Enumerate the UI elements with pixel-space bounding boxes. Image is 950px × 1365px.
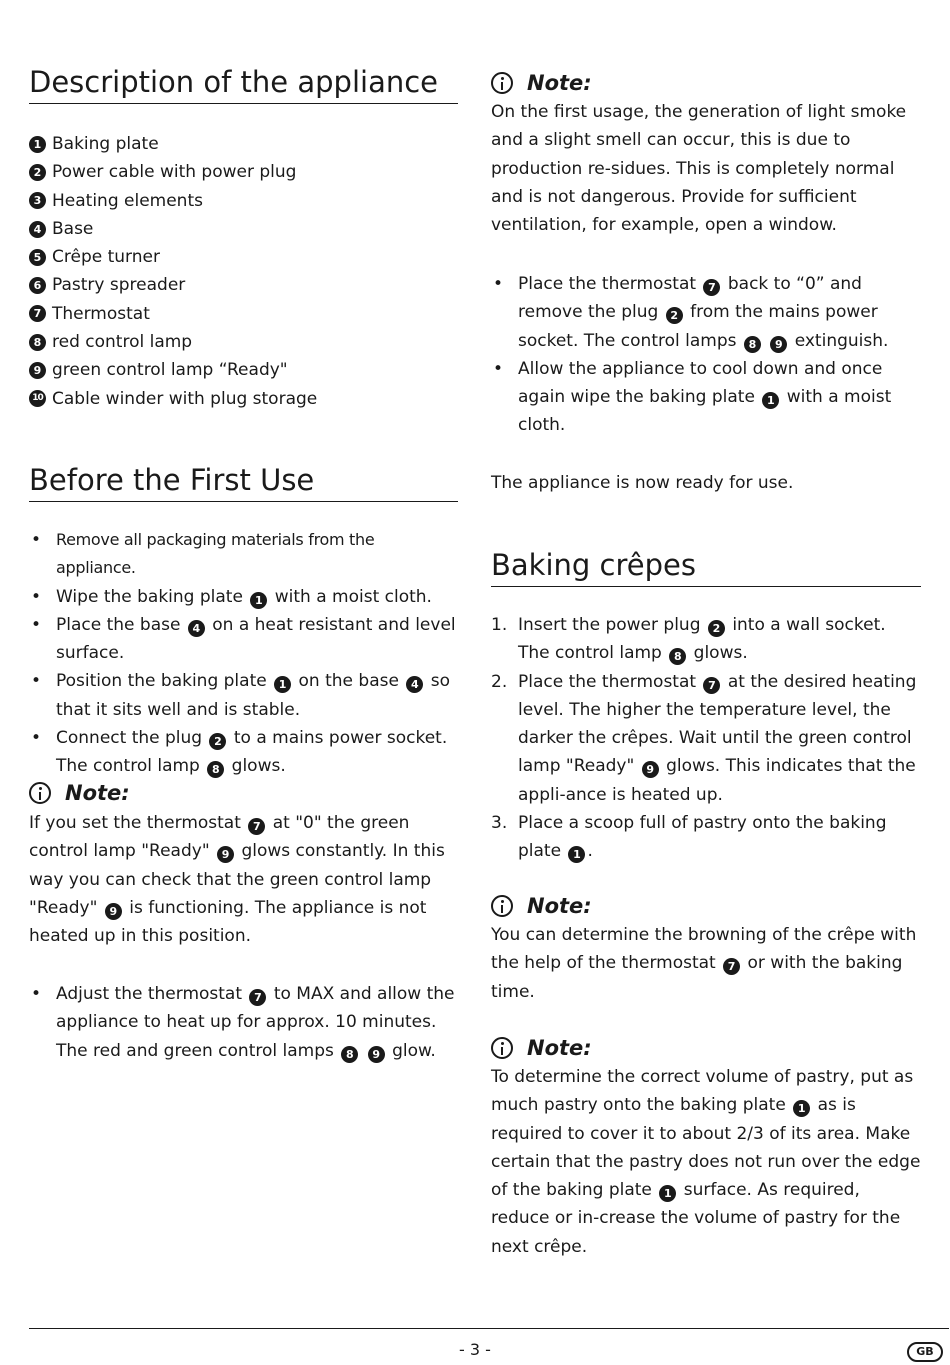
list-item (29, 328, 458, 356)
description-heading: Description of the appliance (29, 64, 458, 104)
part-label: Base (52, 218, 94, 239)
ref-badge: 8 (207, 761, 224, 778)
ref-badge: 9 (105, 903, 122, 920)
list-item: 3. Place a scoop full of pastry onto the baking plate 1 . (491, 813, 887, 862)
ref-badge: 2 (708, 620, 725, 637)
note-box: Note: To determine the correct volume of pastry, put as much pastry onto the baking plate 1 as is required to cover it to about 2/3 of its area. Make certain that the pastry does not run over the edge of the baking plate 1 surface. As required, reduce or in-crease the volume of pastry for the next crêpe. (491, 1033, 921, 1261)
ref-badge: 1 (793, 1100, 810, 1117)
ref-badge: 7 (249, 989, 266, 1006)
parts-list (29, 130, 458, 413)
info-icon (491, 895, 513, 917)
ref-badge: 2 (666, 307, 683, 324)
ref-badge: 7 (703, 279, 720, 296)
note-text: If you set the thermostat 7 at "0" the green control lamp "Ready" 9 glows constantly. In this way you can check that the green control lamp "Ready" 9 is functioning. The appliance is not heated up in this position. (29, 813, 445, 947)
part-label: Thermostat (52, 303, 150, 324)
part-label: Heating elements (52, 190, 203, 211)
ref-badge: 1 (250, 592, 267, 609)
part-label: Cable winder with plug storage (52, 388, 318, 409)
ref-badge: 8 (341, 1046, 358, 1063)
list-item: 1. Insert the power plug 2 into a wall socket. The control lamp 8 glows. (491, 615, 886, 664)
note-text: On the first usage, the generation of light smoke and a slight smell can occur, this is due to production re-sidues. This is completely normal and is not dangerous. Provide for sufficient ventilation, for example, open a window. (491, 102, 907, 236)
ready-text: The appliance is now ready for use. (491, 473, 794, 493)
part-label: Power cable with power plug (52, 162, 297, 183)
ref-badge: 4 (406, 676, 423, 693)
first-use-heading: Before the First Use (29, 462, 458, 502)
ref-badge: 7 (703, 677, 720, 694)
list-item (29, 356, 458, 384)
list-item: • Position the baking plate 1 on the base 4 so that it sits well and is stable. (29, 667, 458, 724)
ref-badge: 1 (568, 846, 585, 863)
ref-badge: 9 (770, 336, 787, 353)
ref-badge: 1 (762, 392, 779, 409)
info-icon (29, 782, 51, 804)
note-text: You can determine the browning of the crêpe with the help of the thermostat 7 or with the baking time. (491, 925, 917, 1002)
ref-badge: 2 (209, 733, 226, 750)
ref-badge: 8 (744, 336, 761, 353)
list-item: • Connect the plug 2 to a mains power socket. The control lamp 8 glows. (29, 724, 458, 781)
list-item: • Wipe the baking plate 1 with a moist cloth. (29, 583, 458, 611)
list-item (29, 385, 458, 413)
list-item: • Allow the appliance to cool down and once again wipe the baking plate 1 with a moist cloth. (491, 355, 921, 440)
list-item (29, 243, 458, 271)
info-icon (491, 72, 513, 94)
list-item (29, 158, 458, 186)
cool-down-steps (491, 270, 921, 440)
list-item: • Place the thermostat 7 back to “0” and remove the plug 2 from the mains power socket. The control lamps 8 9 extinguish. (491, 270, 921, 355)
info-icon (491, 1037, 513, 1059)
ref-badge: 9 (368, 1046, 385, 1063)
page-number: - 3 - (459, 1340, 491, 1359)
ref-badge: 9 (642, 761, 659, 778)
ref-badge: 8 (669, 648, 686, 665)
ref-badge: 2 (29, 164, 46, 181)
ref-badge: 7 (723, 958, 740, 975)
list-item (29, 215, 458, 243)
part-label: Baking plate (52, 134, 159, 154)
list-item (29, 130, 458, 158)
list-item: • Place the base 4 on a heat resistant and level surface. (29, 611, 458, 668)
ref-badge: 1 (274, 676, 291, 693)
note-box: Note: You can determine the browning of the crêpe with the help of the thermostat 7 or with the baking time. (491, 891, 921, 1006)
list-item: • Remove all packaging materials from the appliance. (29, 526, 458, 583)
ref-badge: 4 (188, 620, 205, 637)
ref-badge: 3 (29, 192, 46, 209)
language-badge: GB (907, 1342, 943, 1362)
heat-step (29, 980, 458, 1065)
part-label: red control lamp (52, 332, 193, 353)
ref-badge: 7 (29, 305, 46, 322)
footer-divider (29, 1328, 949, 1329)
ref-badge: 6 (29, 277, 46, 294)
list-item: 2. Place the thermostat 7 at the desired heating level. The higher the temperature level, the darker the crêpes. Wait until the green control lamp "Ready" 9 glows. This indicates that the appli-ance is heated up. (491, 671, 917, 805)
ref-badge: 9 (217, 846, 234, 863)
list-item (29, 271, 458, 299)
list-item: • Adjust the thermostat 7 to MAX and allow the appliance to heat up for approx. 10 minutes. The red and green control lamps 8 9 glow. (29, 980, 458, 1065)
baking-heading: Baking crêpes (491, 547, 921, 587)
list-item (29, 300, 458, 328)
part-label: green control lamp “Ready" (52, 360, 288, 381)
ref-badge: 1 (659, 1185, 676, 1202)
note-box: Note: On the first usage, the generation of light smoke and a slight smell can occur, this is due to production re-sidues. This is completely normal and is not dangerous. Provide for sufficient ventilation, for example, open a window. (491, 68, 921, 239)
list-item (29, 187, 458, 215)
ref-badge: 1 (29, 136, 46, 153)
note-text: To determine the correct volume of pastry, put as much pastry onto the baking plate 1 as is required to cover it to about 2/3 of its area. Make certain that the pastry does not run over the edge of the baking plate 1 surface. As required, reduce or in-crease the volume of pastry for the next crêpe. (491, 1067, 921, 1257)
ref-badge: 9 (29, 362, 46, 379)
part-label: Pastry spreader (52, 275, 186, 296)
baking-steps (491, 611, 921, 866)
ref-badge: 4 (29, 221, 46, 238)
ref-badge: 10 (29, 390, 46, 407)
first-use-steps (29, 526, 458, 781)
ref-badge: 7 (248, 818, 265, 835)
note-box: Note: If you set the thermostat 7 at "0" the green control lamp "Ready" 9 glows constantly. In this way you can check that the green control lamp "Ready" 9 is functioning. The appliance is not heated up in this position. (29, 778, 458, 950)
ref-badge: 5 (29, 249, 46, 266)
part-label: Crêpe turner (52, 247, 160, 268)
ref-badge: 8 (29, 334, 46, 351)
